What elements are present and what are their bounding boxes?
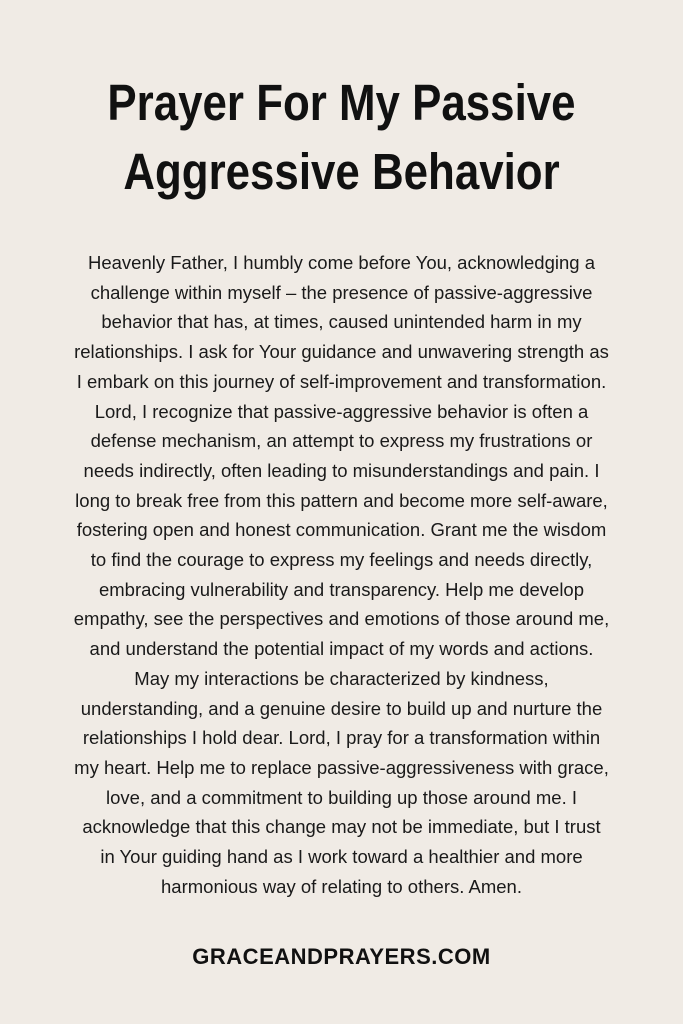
prayer-line: love, and a commitment to building up those around me. I <box>106 786 577 808</box>
prayer-line: defense mechanism, an attempt to express my frustrations or <box>90 430 593 452</box>
prayer-line: relationships I hold dear. Lord, I pray for a transformation within <box>82 727 601 749</box>
prayer-line: challenge within myself – the presence of passive-aggressive <box>90 281 593 303</box>
prayer-line: my heart. Help me to replace passive-aggressiveness with grace, <box>74 756 609 778</box>
prayer-line: in Your guiding hand as I work toward a healthier and more <box>100 846 583 868</box>
prayer-line: Lord, I recognize that passive-aggressive behavior is often a <box>94 400 589 422</box>
prayer-line: harmonious way of relating to others. Amen. <box>161 875 522 897</box>
prayer-text <box>32 248 651 901</box>
title-line-2: Aggressive Behavior <box>123 143 560 200</box>
site-url: GRACEANDPRAYERS.COM <box>192 944 491 969</box>
page-title <box>65 68 618 206</box>
prayer-line: behavior that has, at times, caused unintended harm in my <box>101 311 582 333</box>
prayer-line: embracing vulnerability and transparency. Help me develop <box>98 578 585 600</box>
title-line-1: Prayer For My Passive <box>107 74 576 131</box>
prayer-line: to find the courage to express my feelings and needs directly, <box>90 549 593 571</box>
prayer-line: relationships. I ask for Your guidance and unwavering strength as <box>74 341 609 363</box>
prayer-line: May my interactions be characterized by kindness, <box>134 667 549 689</box>
prayer-line: empathy, see the perspectives and emotions of those around me, <box>73 608 610 630</box>
prayer-line: needs indirectly, often leading to misunderstandings and pain. I <box>83 459 600 481</box>
prayer-line: long to break free from this pattern and become more self-aware, <box>75 489 608 511</box>
prayer-line: fostering open and honest communication. Grant me the wisdom <box>76 519 607 541</box>
prayer-line: I embark on this journey of self-improvement and transformation. <box>76 370 607 392</box>
prayer-line: Heavenly Father, I humbly come before You, acknowledging a <box>87 252 595 273</box>
prayer-line: understanding, and a genuine desire to build up and nurture the <box>80 697 603 719</box>
prayer-line: acknowledge that this change may not be immediate, but I trust <box>82 816 601 838</box>
prayer-line: and understand the potential impact of my words and actions. <box>89 638 594 660</box>
